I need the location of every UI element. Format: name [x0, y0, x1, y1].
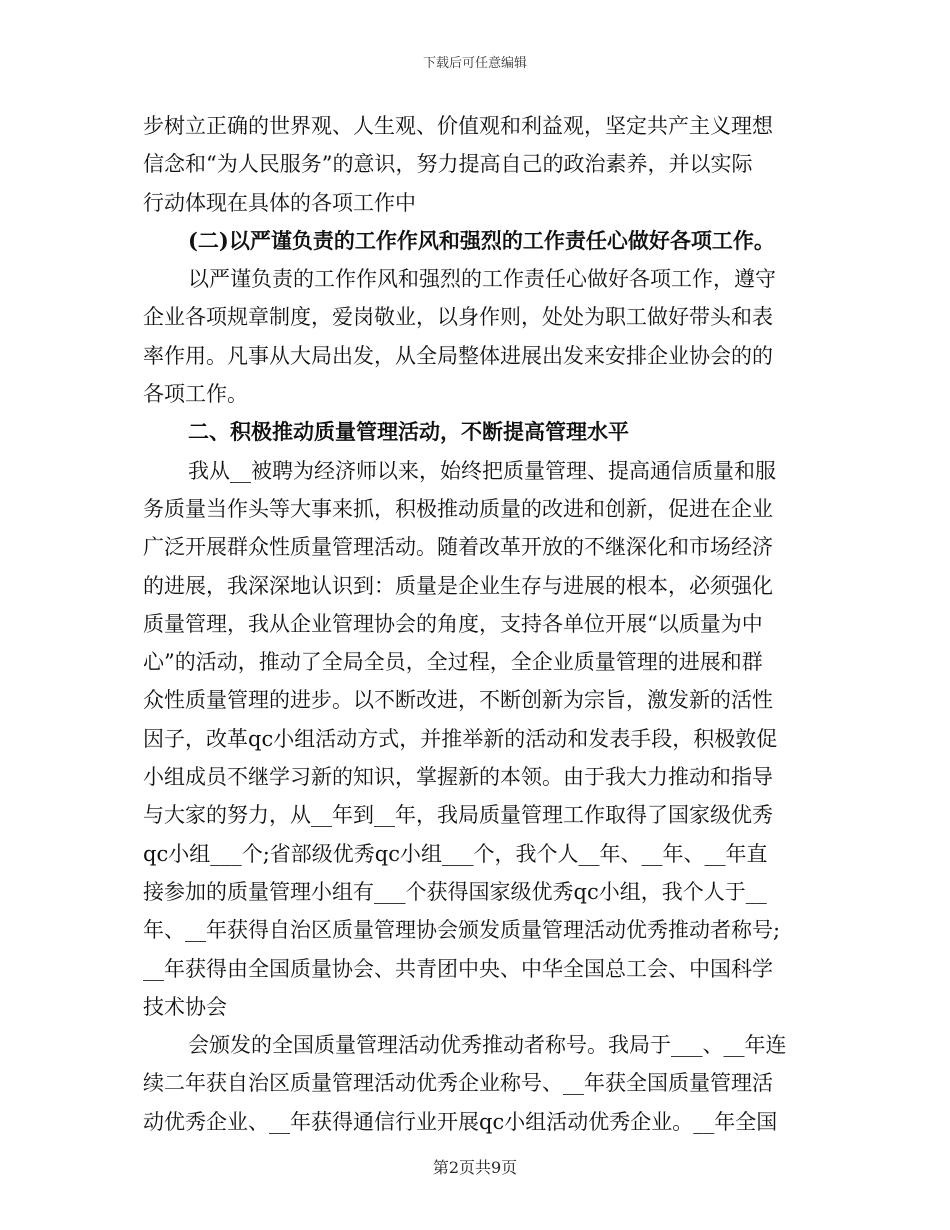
paragraph-line: 务质量当作头等大事来抓，积极推动质量的改进和创新，促进在企业 — [143, 496, 773, 521]
paragraph-line: 因子，改革qc小组活动方式，并推举新的活动和发表手段，积极敦促 — [143, 726, 778, 751]
paragraph-line: 我从__被聘为经济师以来，始终把质量管理、提高通信质量和服 — [188, 458, 776, 483]
paragraph-line: 企业各项规章制度，爱岗敬业，以身作则，处处为职工做好带头和表 — [143, 305, 773, 330]
paragraph-line: 以严谨负责的工作作风和强烈的工作责任心做好各项工作，遵守 — [188, 267, 776, 292]
header-note: 下载后可任意编辑 — [422, 56, 527, 71]
section-heading: 二、积极推动质量管理活动，不断提高管理水平 — [188, 419, 629, 445]
paragraph-line: 会颁发的全国质量管理活动优秀推动者称号。我局于___、__年连 — [188, 1033, 787, 1058]
paragraph-line: __年获得由全国质量协会、共青团中央、中华全国总工会、中国科学 — [143, 956, 773, 981]
section-heading: (二)以严谨负责的工作作风和强烈的工作责任心做好各项工作。 — [188, 227, 775, 253]
paragraph-line: 动优秀企业、__年获得通信行业开展qc小组活动优秀企业。__年全国 — [143, 1109, 778, 1134]
paragraph-line: 质量管理，我从企业管理协会的角度，支持各单位开展“以质量为中 — [143, 611, 763, 636]
document-body — [143, 107, 803, 1141]
paragraph-line: 步树立正确的世界观、人生观、价值观和利益观，坚定共产主义理想 — [143, 114, 773, 138]
paragraph-line: 众性质量管理的进步。以不断改进，不断创新为宗旨，激发新的活性 — [143, 688, 773, 713]
paragraph-line: 小组成员不继学习新的知识，掌握新的本领。由于我大力推动和指导 — [143, 765, 773, 790]
paragraph-line: 与大家的努力，从__年到__年，我局质量管理工作取得了国家级优秀 — [143, 803, 773, 828]
paragraph-line: 信念和“为人民服务”的意识，努力提高自己的政治素养，并以实际 — [143, 152, 753, 177]
paragraph-line: 各项工作。 — [143, 382, 248, 407]
paragraph-line: 广泛开展群众性质量管理活动。随着改革开放的不继深化和市场经济 — [143, 535, 773, 560]
paragraph-line: 的进展，我深深地认识到：质量是企业生存与进展的根本，必须强化 — [143, 573, 773, 598]
paragraph-line: 行动体现在具体的各项工作中 — [143, 190, 416, 215]
paragraph-line: 年、__年获得自治区质量管理协会颁发质量管理活动优秀推动者称号; — [143, 918, 781, 943]
paragraph-line: 接参加的质量管理小组有___个获得国家级优秀qc小组，我个人于__ — [143, 879, 767, 904]
paragraph-line: qc小组___个;省部级优秀qc小组___个，我个人__年、__年、__年直 — [143, 841, 768, 866]
paragraph-line: 续二年获自治区质量管理活动优秀企业称号、__年获全国质量管理活 — [143, 1071, 773, 1096]
paragraph-line: 技术协会 — [143, 994, 227, 1019]
page-number: 第2页共9页 — [432, 1158, 518, 1177]
paragraph-line: 心”的活动，推动了全局全员，全过程，全企业质量管理的进展和群 — [143, 650, 763, 675]
paragraph-line: 率作用。凡事从大局出发，从全局整体进展出发来安排企业协会的的 — [143, 343, 773, 368]
